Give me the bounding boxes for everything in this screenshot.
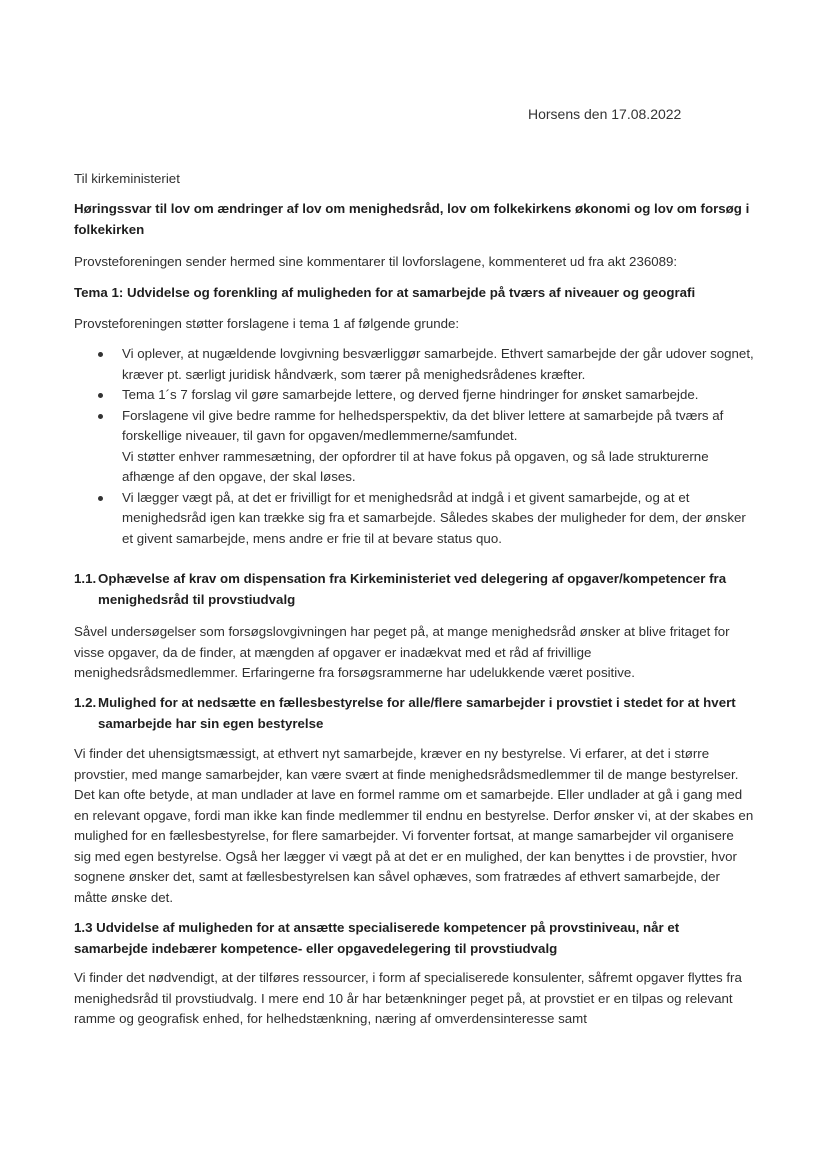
list-item — [96, 406, 754, 488]
list-item-text-extra: Vi støtter enhver rammesætning, der opfordrer til at have fokus på opgaven, og så lade strukturerne afhænge af den opgave, der skal løses. — [122, 448, 709, 484]
section-1-2-body: Vi finder det uhensigtsmæssigt, at ethvert nyt samarbejde, kræver en ny bestyrelse. Vi erfarer, at det i større provstier, med mange samarbejder, kan være svært at finde menighedsrådsmedlemmer til de mange bestyrelser. Det kan ofte betyde, at man undlader at lave en formel ramme om et samarbejde. Eller undlader at gå i gang med en relevant opgave, fordi man ikke kan finde medlemmer til endnu en bestyrelse. Derfor ønsker vi, at der skabes en mulighed for en fællesbestyrelse, for flere samarbejder. Vi forventer fortsat, at mange samarbejder vil organisere sig med egen bestyrelse. Også her lægger vi vægt på at det er en mulighed, der kan benyttes i de provstier, hvor sognene ønsker det, samt at fællesbestyrelsen kan såvel ophæves, som fratrædes af ethvert samarbejde, der måtte ønske det. — [74, 746, 754, 905]
list-item-text: Vi oplever, at nugældende lovgivning besværliggør samarbejde. Ethvert samarbejde der går udover sognet, kræver pt. særligt juridisk håndværk, som tærer på menighedsrådenes kræfter. — [122, 346, 754, 382]
list-item-text: Forslagene vil give bedre ramme for helhedsperspektiv, da det bliver lettere at samarbejde på tværs af forskellige niveauer, til gavn for opgaven/medlemmerne/samfundet. — [122, 407, 724, 443]
list-item-text: Vi lægger vægt på, at det er frivilligt for et menighedsråd at indgå i et givent samarbejde, og at et menighedsråd igen kan trække sig fra et samarbejde. Således skabes der muligheder for dem, der ønsker et givent samarbejde, mens andre er frie til at bevare status quo. — [122, 489, 746, 546]
intro-paragraph: Provsteforeningen sender hermed sine kommentarer til lovforslagene, kommenteret ud fra akt 236089: — [74, 254, 678, 269]
section-1-1-heading — [74, 569, 778, 610]
recipient: Til kirkeministeriet — [74, 171, 180, 186]
list-item — [96, 344, 754, 385]
section-1-3-body: Vi finder det nødvendigt, at der tilføres ressourcer, i form af specialiserede konsulenter, såfremt opgaver flyttes fra menighedsråd til provstiudvalg. I mere end 10 år har betænkninger peget på, at provstiet er en tilpas og relevant ramme og geografisk enhed, for helhedstænkning, næring af omverdensinteresse samt — [74, 970, 742, 1026]
section-1-2-heading — [74, 693, 778, 734]
list-item-text: Tema 1´s 7 forslag vil gøre samarbejde lettere, og derved fjerne hindringer for ønsket samarbejde. — [122, 387, 699, 402]
section-number: 1.1. — [74, 571, 97, 586]
list-item — [96, 488, 754, 550]
bullet-icon — [98, 393, 103, 398]
theme1-intro: Provsteforeningen støtter forslagene i tema 1 af følgende grunde: — [74, 316, 460, 331]
section-1-1-body: Såvel undersøgelser som forsøgslovgivningen har peget på, at mange menighedsråd ønsker at blive fritaget for visse opgaver, da de finder, at mængden af opgaver er inadækvat med et råd af frivillige menighedsrådsmedlemmer. Erfaringerne fra forsøgsrammerne har udelukkende været positive. — [74, 624, 730, 680]
bullet-icon — [98, 496, 103, 501]
date-line: Horsens den 17.08.2022 — [528, 106, 682, 122]
section-number: 1.2. — [74, 695, 97, 710]
theme1-heading: Tema 1: Udvidelse og forenkling af muligheden for at samarbejde på tværs af niveauer og geografi — [74, 285, 696, 300]
document-title: Høringssvar til lov om ændringer af lov om menighedsråd, lov om folkekirkens økonomi og lov om forsøg i folkekirken — [74, 201, 750, 237]
section-1-3-heading: 1.3 Udvidelse af muligheden for at ansætte specialiserede kompetencer på provstiniveau, når et samarbejde indebærer kompetence- eller opgavedelegering til provstiudvalg — [74, 920, 680, 956]
list-item — [96, 385, 754, 406]
section-title: Mulighed for at nedsætte en fællesbestyrelse for alle/flere samarbejder i provstiet i stedet for at hvert samarbejde har sin egen bestyrelse — [98, 695, 736, 731]
section-title: Ophævelse af krav om dispensation fra Kirkeministeriet ved delegering af opgaver/kompetencer fra menighedsråd til provstiudvalg — [98, 571, 727, 607]
bullet-icon — [98, 414, 103, 419]
reasons-list — [96, 344, 754, 549]
bullet-icon — [98, 352, 103, 357]
